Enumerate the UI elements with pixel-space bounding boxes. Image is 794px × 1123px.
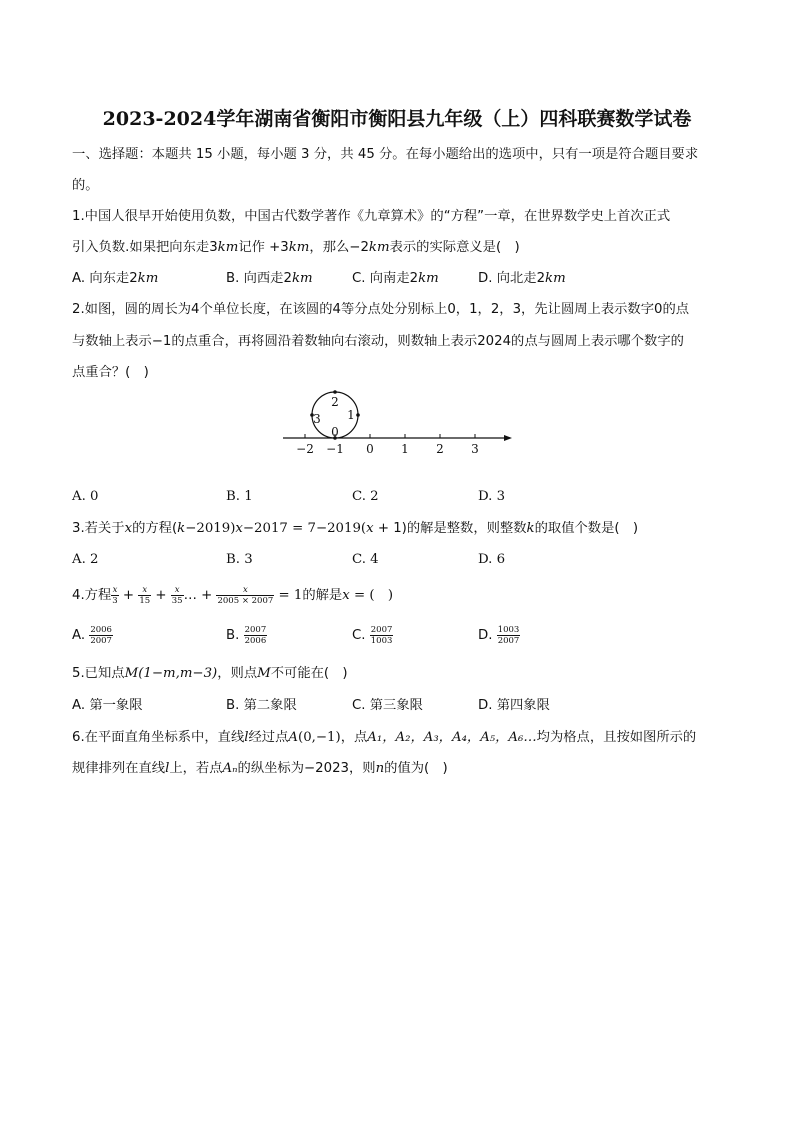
q2-option-a[interactable]: A. 0 — [72, 489, 99, 504]
q1-text-a: 引入负数.如果把向东走3 — [72, 240, 218, 255]
q5-option-c[interactable]: C. 第三象限 — [352, 698, 423, 713]
q4-option-c[interactable]: C. $\frac{2007}{1003}$ — [352, 624, 393, 646]
q2-option-b[interactable]: B. 1 — [226, 489, 253, 504]
q5-option-a[interactable]: A. 第一象限 — [72, 698, 143, 713]
q1-text-b: 记作 +3 — [238, 240, 289, 255]
q6-line1: 6.在平面直角坐标系中，直线l经过点A(0,−1)，点A₁，A₂，A₃，A₄，A₅，A₆…均为格点，且按如图所示的 — [72, 730, 697, 745]
q1-unit: km — [217, 240, 239, 255]
q3-option-a[interactable]: A. 2 — [72, 552, 99, 567]
q3-option-c[interactable]: C. 4 — [352, 552, 379, 567]
q1-text-c: ，那么−2 — [309, 240, 369, 255]
q3-option-b[interactable]: B. 3 — [226, 552, 253, 567]
circle-label: 3 — [313, 412, 321, 426]
section-header-line1: 一、选择题：本题共 15 小题，每小题 3 分，共 45 分。在每小题给出的选项中，只有一项是符合题目要求 — [72, 147, 699, 162]
q1-unit: km — [368, 240, 390, 255]
axis-arrow-icon — [504, 435, 512, 441]
circle-label: 0 — [331, 425, 339, 439]
q1-line2 — [72, 239, 520, 257]
q1-option-c[interactable]: C. 向南走2km — [352, 271, 439, 286]
q2-line1: 2.如图，圆的周长为4个单位长度，在该圆的4等分点处分别标上0，1，2，3，先让圆周上表示数字0的点 — [72, 302, 690, 317]
q2-option-c[interactable]: C. 2 — [352, 489, 379, 504]
q2-line2: 与数轴上表示−1的点重合，再将圆沿着数轴向右滚动，则数轴上表示2024的点与圆周上表示哪个数字的 — [72, 334, 684, 349]
tick-label: −1 — [326, 442, 344, 456]
section-header-line2: 的。 — [72, 178, 99, 193]
q4-option-b[interactable]: B. $\frac{2007}{2006}$ — [226, 624, 267, 646]
circle-point — [333, 390, 337, 394]
q6-line2: 规律排列在直线l上，若点Aₙ的纵坐标为−2023，则n的值为( ) — [72, 761, 448, 776]
q4-line1: 4.方程 $\frac{x}{3}$ + $\frac{x}{15}$ + $\frac{x}{35}$ … + $\frac{x}{2005 \times 2007}$ = 1的解是x = ( ) — [72, 584, 394, 606]
q4-option-d[interactable]: D. $\frac{1003}{2007}$ — [478, 624, 520, 646]
q1-option-b[interactable]: B. 向西走2km — [226, 271, 313, 286]
tick-label: 2 — [436, 442, 444, 456]
tick-label: −2 — [296, 442, 314, 456]
q1-line1: 1.中国人很早开始使用负数，中国古代数学著作《九章算术》的“方程”一章，在世界数学史上首次正式 — [72, 209, 671, 224]
q5-option-b[interactable]: B. 第二象限 — [226, 698, 297, 713]
q3-line1: 3.若关于x的方程(k−2019)x−2017 = 7−2019(x + 1)的解是整数，则整数k的取值个数是( ) — [72, 521, 639, 536]
fraction: $\frac{x}{3}$ — [112, 584, 118, 606]
number-line-figure — [280, 385, 520, 460]
circle-point — [356, 413, 360, 417]
fraction: $\frac{x}{15}$ — [139, 584, 151, 606]
q5-line1: 5.已知点M(1−m,m−3)，则点M不可能在( ) — [72, 666, 348, 681]
circle-label: 1 — [347, 408, 355, 422]
q4-option-a[interactable]: A. $\frac{2006}{2007}$ — [72, 624, 112, 646]
tick-label: 1 — [401, 442, 409, 456]
q3-option-d[interactable]: D. 6 — [478, 552, 506, 567]
q1-option-d[interactable]: D. 向北走2km — [478, 271, 566, 286]
q1-option-a[interactable]: A. 向东走2km — [72, 271, 159, 286]
q2-option-d[interactable]: D. 3 — [478, 489, 506, 504]
tick-label: 3 — [471, 442, 479, 456]
q1-text-d: 表示的实际意义是( ) — [389, 240, 520, 255]
fraction: $\frac{x}{2005 \times 2007}$ — [217, 584, 274, 606]
page-title: 2023-2024学年湖南省衡阳市衡阳县九年级（上）四科联赛数学试卷 — [102, 108, 692, 130]
fraction: $\frac{x}{35}$ — [171, 584, 183, 606]
circle-label: 2 — [331, 395, 339, 409]
q2-line3: 点重合？( ) — [72, 365, 149, 380]
q1-unit: km — [288, 240, 310, 255]
q5-option-d[interactable]: D. 第四象限 — [478, 698, 550, 713]
tick-label: 0 — [366, 442, 374, 456]
